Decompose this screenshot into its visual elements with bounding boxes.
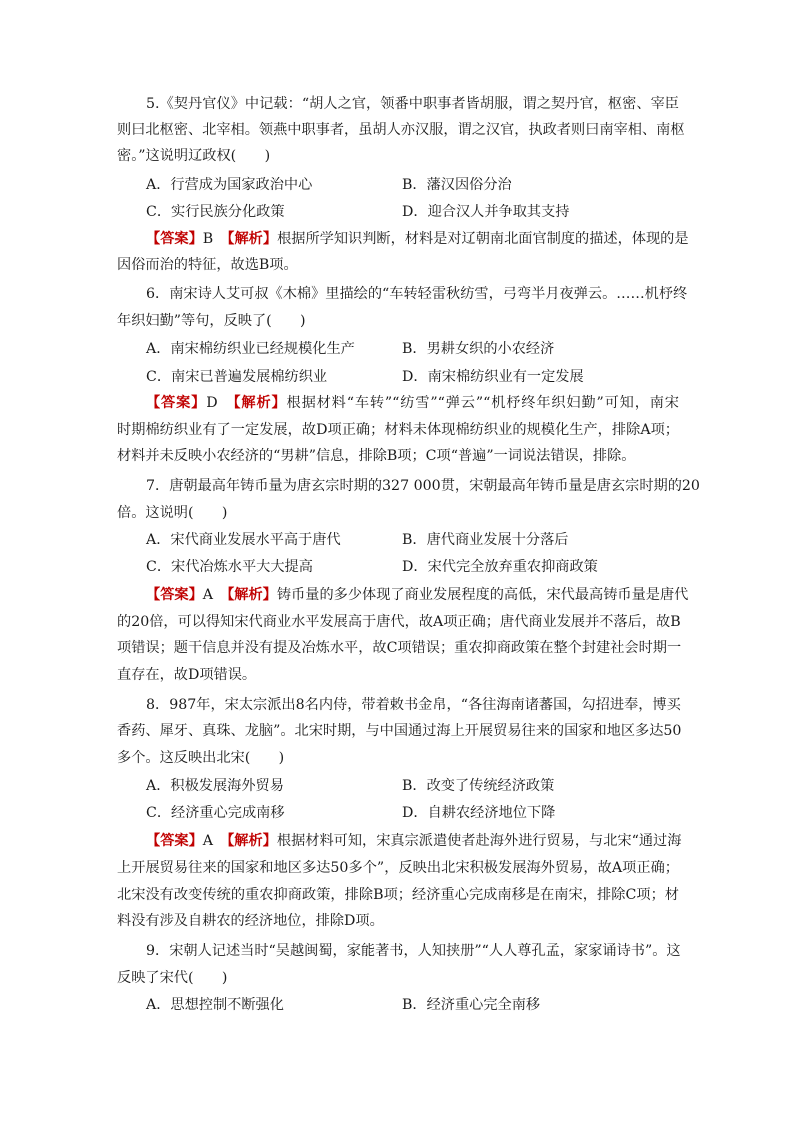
question-7-option-d: D．宋代完全放弃重农抑商政策 <box>402 559 598 575</box>
question-9-stem-line-1: 9．宋朝人记述当时“吴越闽蜀，家能著书，人知挟册”“人人尊孔孟，家家诵诗书”。这 <box>146 943 681 959</box>
question-5-stem-line-1: 5.《契丹官仪》中记载：“胡人之官，领番中职事者皆胡服，谓之契丹官，枢密、宰臣 <box>146 96 679 112</box>
question-9-stem-line-2: 反映了宋代( ) <box>117 970 228 986</box>
question-8-option-b: B．改变了传统经济政策 <box>402 778 555 794</box>
question-8-stem-line-1: 8．987年，宋太宗派出8名内侍，带着敕书金帛，“各往海南诸蕃国，勾招进奉，博买 <box>146 697 681 713</box>
question-7-answer-line-1 <box>146 587 689 603</box>
question-8-analysis-line-4: 料没有涉及自耕农的经济地位，排除D项。 <box>117 913 384 929</box>
analysis-text: 根据所学知识判断，材料是对辽朝南北面官制度的描述，体现的是 <box>277 231 689 247</box>
answer-value: D <box>206 395 218 411</box>
question-8-answer-line-1 <box>146 833 682 849</box>
question-5-stem-line-3: 密。”这说明辽政权( ) <box>117 148 271 164</box>
answer-label: 【答案】 <box>146 587 203 603</box>
question-8-stem-line-2: 香药、犀牙、真珠、龙脑”。北宋时期，与中国通过海上开展贸易往来的国家和地区多达50 <box>117 723 682 739</box>
answer-label: 【答案】 <box>146 395 207 411</box>
question-5-option-b: B．藩汉因俗分治 <box>402 177 512 193</box>
analysis-label: 【解析】 <box>227 231 278 247</box>
question-9-option-b: B．经济重心完全南移 <box>402 997 541 1013</box>
question-8-option-d: D．自耕农经济地位下降 <box>402 805 556 821</box>
question-7-stem-line-1: 7．唐朝最高年铸币量为唐玄宗时期的327 000贯，宋朝最高年铸币量是唐玄宗时期的20 <box>146 478 700 494</box>
analysis-label: 【解析】 <box>233 395 287 411</box>
analysis-label: 【解析】 <box>227 833 277 849</box>
question-8-analysis-line-2: 上开展贸易往来的国家和地区多达50多个”，反映出北宋积极发展海外贸易，故A项正确； <box>117 860 679 876</box>
answer-label: 【答案】 <box>146 231 203 247</box>
question-8-option-c: C．经济重心完成南移 <box>146 805 285 821</box>
question-7-stem-line-2: 倍。这说明( ) <box>117 505 228 521</box>
question-5-option-a: A．行营成为国家政治中心 <box>146 177 313 193</box>
question-7-analysis-line-4: 直存在，故D项错误。 <box>117 667 257 683</box>
question-6-option-c: C．南宋已普遍发展棉纺织业 <box>146 369 328 385</box>
analysis-text: 铸币量的多少体现了商业发展程度的高低，宋代最高铸币量是唐代 <box>276 587 689 603</box>
question-6-analysis-line-2: 时期棉纺织业有了一定发展，故D项正确；材料未体现棉纺织业的规模化生产，排除A项； <box>117 422 679 438</box>
question-6-answer-line-1 <box>146 395 679 411</box>
question-6-option-a: A．南宋棉纺织业已经规模化生产 <box>146 341 355 357</box>
answer-value: A <box>202 587 214 603</box>
question-9-option-a: A．思想控制不断强化 <box>146 997 284 1013</box>
question-5-option-c: C．实行民族分化政策 <box>146 204 285 220</box>
question-6-stem-line-2: 年织妇勤”等句，反映了( ) <box>117 313 306 329</box>
question-6-analysis-line-3: 材料并未反映小农经济的“男耕”信息，排除B项；C项“普遍”一词说法错误，排除。 <box>117 448 636 464</box>
question-7-analysis-line-3: 项错误；题干信息并没有提及冶炼水平，故C项错误；重农抑商政策在整个封建社会时期一 <box>117 640 682 656</box>
answer-value: A <box>202 833 214 849</box>
question-5-option-d: D．迎合汉人并争取其支持 <box>402 204 570 220</box>
analysis-label: 【解析】 <box>227 587 277 603</box>
analysis-text: 根据材料“车转”“纺雪”“弹云”“机杼终年织妇勤”可知，南宋 <box>286 395 679 411</box>
question-7-option-a: A．宋代商业发展水平高于唐代 <box>146 532 341 548</box>
question-8-stem-line-3: 多个。这反映出北宋( ) <box>117 750 285 766</box>
question-5-stem-line-2: 则曰北枢密、北宰相。领燕中职事者，虽胡人亦汉服，谓之汉官，执政者则曰南宰相、南枢 <box>117 122 685 138</box>
question-6-option-d: D．南宋棉纺织业有一定发展 <box>402 369 584 385</box>
question-7-option-b: B．唐代商业发展十分落后 <box>402 532 569 548</box>
question-6-stem-line-1: 6．南宋诗人艾可叔《木棉》里描绘的“车转轻雷秋纺雪，弓弯半月夜弹云。……机杼终 <box>146 286 688 302</box>
question-5-analysis-line-2: 因俗而治的特征，故选B项。 <box>117 257 298 273</box>
question-8-option-a: A．积极发展海外贸易 <box>146 778 284 794</box>
answer-value: B <box>202 231 214 247</box>
question-7-analysis-line-2: 的20倍，可以得知宋代商业水平发展高于唐代，故A项正确；唐代商业发展并不落后，故B <box>117 614 681 630</box>
question-8-analysis-line-3: 北宋没有改变传统的重农抑商政策，排除B项；经济重心完成南移是在南宋，排除C项；材 <box>117 887 679 903</box>
answer-label: 【答案】 <box>146 833 203 849</box>
question-6-option-b: B．男耕女织的小农经济 <box>402 341 555 357</box>
question-5-answer-line-1 <box>146 231 689 247</box>
analysis-text: 根据材料可知，宋真宗派遣使者赴海外进行贸易，与北宋“通过海 <box>276 833 682 849</box>
question-7-option-c: C．宋代冶炼水平大大提高 <box>146 559 313 575</box>
